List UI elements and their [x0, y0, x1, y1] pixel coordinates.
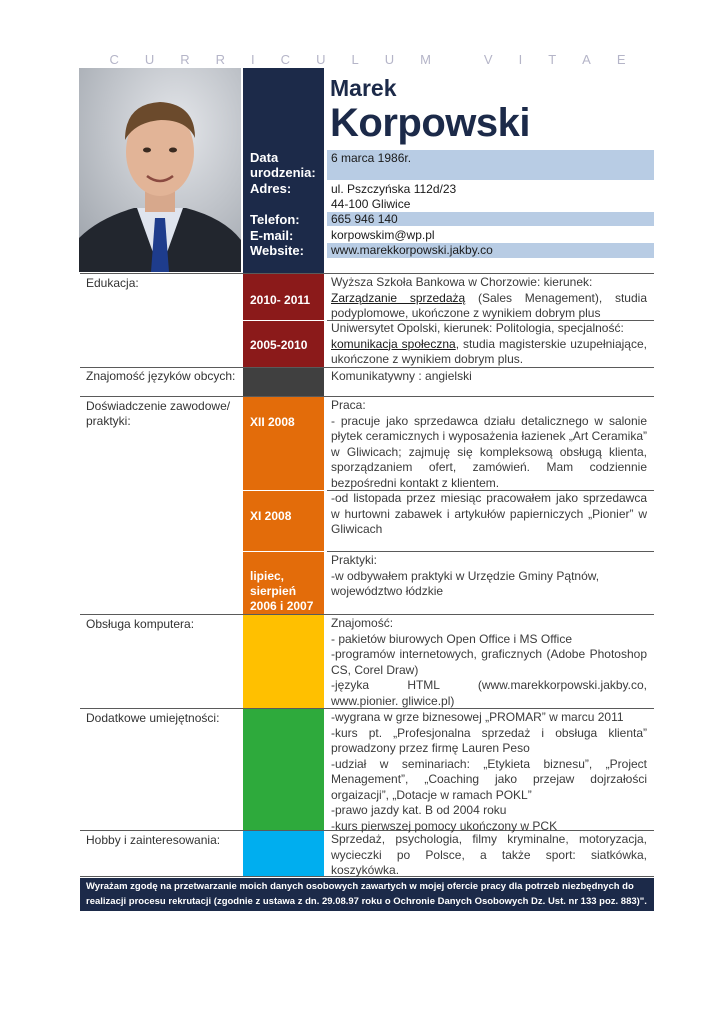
experience-period-3b: sierpień — [250, 584, 297, 598]
experience-entry-3 — [331, 553, 647, 600]
hobby-details: Sprzedaż, psychologia, filmy kryminalne, motoryzacja, wycieczki po Polsce, a także sport: siatkówka, koszykówka. — [331, 832, 647, 877]
address-line2: 44-100 Gliwice — [331, 197, 411, 211]
education-school-2: Uniwersytet Opolski, kierunek: Politologia, specjalność: — [331, 321, 624, 335]
hobby-label: Hobby i zainteresowania: — [86, 833, 221, 847]
skills-line: -prawo jazdy kat. B od 2004 roku — [331, 803, 507, 817]
address-label: Adres: — [250, 181, 292, 196]
education-entry-2 — [331, 321, 647, 368]
profile-photo — [79, 68, 241, 272]
languages-label: Znajomość języków obcych: — [86, 369, 236, 383]
experience-period-cell — [243, 397, 324, 490]
divider — [80, 614, 654, 615]
title-letter: L — [351, 52, 359, 67]
title-letter: T — [548, 52, 557, 67]
computer-line: -języka HTML (www.marekkorpowski.jakby.co, www.pionier. gliwice.pl) — [331, 678, 647, 708]
title-letter: E — [616, 52, 626, 67]
experience-text-3: -w odbywałem praktyki w Urzędzie Gminy Pątnów, województwo łódzkie — [331, 568, 600, 598]
education-period-2: 2005-2010 — [250, 338, 308, 352]
last-name: Korpowski — [330, 101, 530, 145]
languages-cell — [243, 368, 324, 396]
skills-label: Dodatkowe umiejętności: — [86, 711, 220, 725]
title-letter: C — [280, 52, 291, 67]
skills-details — [331, 710, 647, 834]
computer-cell — [243, 615, 324, 708]
title-letter: U — [316, 52, 326, 67]
hobby-cell — [243, 831, 324, 876]
experience-period-2: XI 2008 — [250, 509, 292, 523]
education-school-1: Wyższa Szkoła Bankowa w Chorzowie: kierunek: — [331, 275, 593, 289]
divider — [80, 273, 654, 274]
computer-line: - pakietów biurowych Open Office i MS Office — [331, 631, 572, 646]
experience-title-1: Praca: — [331, 398, 366, 412]
title-letter: U — [384, 52, 395, 67]
education-field-1: Zarządzanie sprzedażą — [331, 290, 466, 305]
title-letter: V — [483, 52, 493, 67]
skills-line: -udział w seminariach: „Etykieta biznesu”, „Project Menagement”, „Coaching jako przejaw dojrzałości orgaizacji”, „Dotacje w ramach POKL” — [331, 756, 647, 802]
experience-period-1: XII 2008 — [250, 415, 295, 429]
experience-period-3a: lipiec, — [250, 569, 285, 583]
skills-line: -kurs pt. „Profesjonalna sprzedaż i obsługa klienta” prowadzony przez firmę Lauren Peso — [331, 725, 647, 755]
experience-title-3: Praktyki: — [331, 553, 378, 567]
computer-label: Obsługa komputera: — [86, 617, 195, 631]
birth-value: 6 marca 1986r. — [331, 151, 412, 165]
computer-line: Znajomość: — [331, 616, 394, 630]
skills-line: -kurs pierwszej pomocy ukończony w PCK — [331, 818, 558, 833]
website-label: Website: — [250, 243, 304, 258]
education-label: Edukacja: — [86, 276, 139, 290]
title-letter: R — [215, 52, 226, 67]
title-letter: A — [582, 52, 591, 67]
languages-value: Komunikatywny : angielski — [331, 369, 472, 383]
email-value[interactable]: korpowskim@wp.pl — [331, 228, 435, 242]
skills-line: -wygrana w grze biznesowej „PROMAR” w marcu 2011 — [331, 710, 624, 724]
computer-line: -programów internetowych, graficznych (Adobe Photoshop CS, Corel Draw) — [331, 647, 647, 677]
experience-period-cell — [243, 552, 324, 614]
education-entry-1 — [331, 275, 647, 322]
phone-label: Telefon: — [250, 212, 300, 227]
education-period-1: 2010- 2011 — [250, 293, 311, 307]
divider — [327, 551, 654, 552]
data-consent-clause: Wyrażam zgodę na przetwarzanie moich danych osobowych zawartych w mojej ofercie pracy dla potrzeb niezbędnych do realizacji procesu rekrutacji (zgodnie z ustawa z dn. 29.08.97 roku o Ochronie Danych Osobowych Dz. Ust. nr 133 poz. 883)". — [80, 878, 654, 911]
email-label: E-mail: — [250, 228, 294, 243]
title-letter: C — [109, 52, 119, 67]
education-details-2: , studia magisterskie uzupełniające, ukończone z wynikiem dobrym plus. — [331, 336, 647, 366]
education-details-1: (Sales Menagement), studia podyplomowe, ukończone z wynikiem dobrym plus — [331, 290, 647, 320]
title-letter: M — [420, 52, 431, 67]
experience-entry-1 — [331, 398, 647, 491]
experience-label: Doświadczenie zawodowe/ praktyki: — [86, 399, 231, 428]
portrait-illustration — [79, 68, 241, 272]
experience-text-2: -od listopada przez miesiąc pracowałem jako sprzedawca w hurtowni zabawek i artykułów papierniczych „Pionier” w Gliwicach — [331, 491, 647, 536]
education-period-cell — [243, 274, 324, 320]
title-letter: R — [180, 52, 190, 67]
computer-details — [331, 616, 647, 709]
experience-period-cell — [243, 491, 324, 551]
experience-text-1: - pracuje jako sprzedawca działu detalicznego w salonie płytek ceramicznych i wyposażenia łazienek „Art Ceramika” w Gliwicach; zajmuję się kompleksową obsługą klienta, sporządzaniem ofert, zamówień. Mam codziennie bezpośredni kontakt z klientem. — [331, 413, 647, 490]
birth-label: Data urodzenia: — [250, 150, 316, 180]
title-letter: I — [518, 52, 523, 67]
education-period-cell — [243, 321, 324, 367]
experience-entry-2 — [331, 491, 647, 538]
cv-title — [80, 52, 655, 67]
website-value[interactable]: www.marekkorpowski.jakby.co — [331, 243, 493, 257]
phone-value: 665 946 140 — [331, 212, 398, 226]
title-letter: I — [251, 52, 255, 67]
education-field-2: komunikacja społeczna — [331, 336, 456, 351]
experience-period-3c: 2006 i 2007 — [250, 599, 314, 613]
title-letter: U — [144, 52, 155, 67]
address-line1: ul. Pszczyńska 112d/23 — [331, 182, 457, 196]
first-name: Marek — [330, 75, 397, 101]
skills-cell — [243, 709, 324, 830]
divider — [80, 396, 654, 397]
